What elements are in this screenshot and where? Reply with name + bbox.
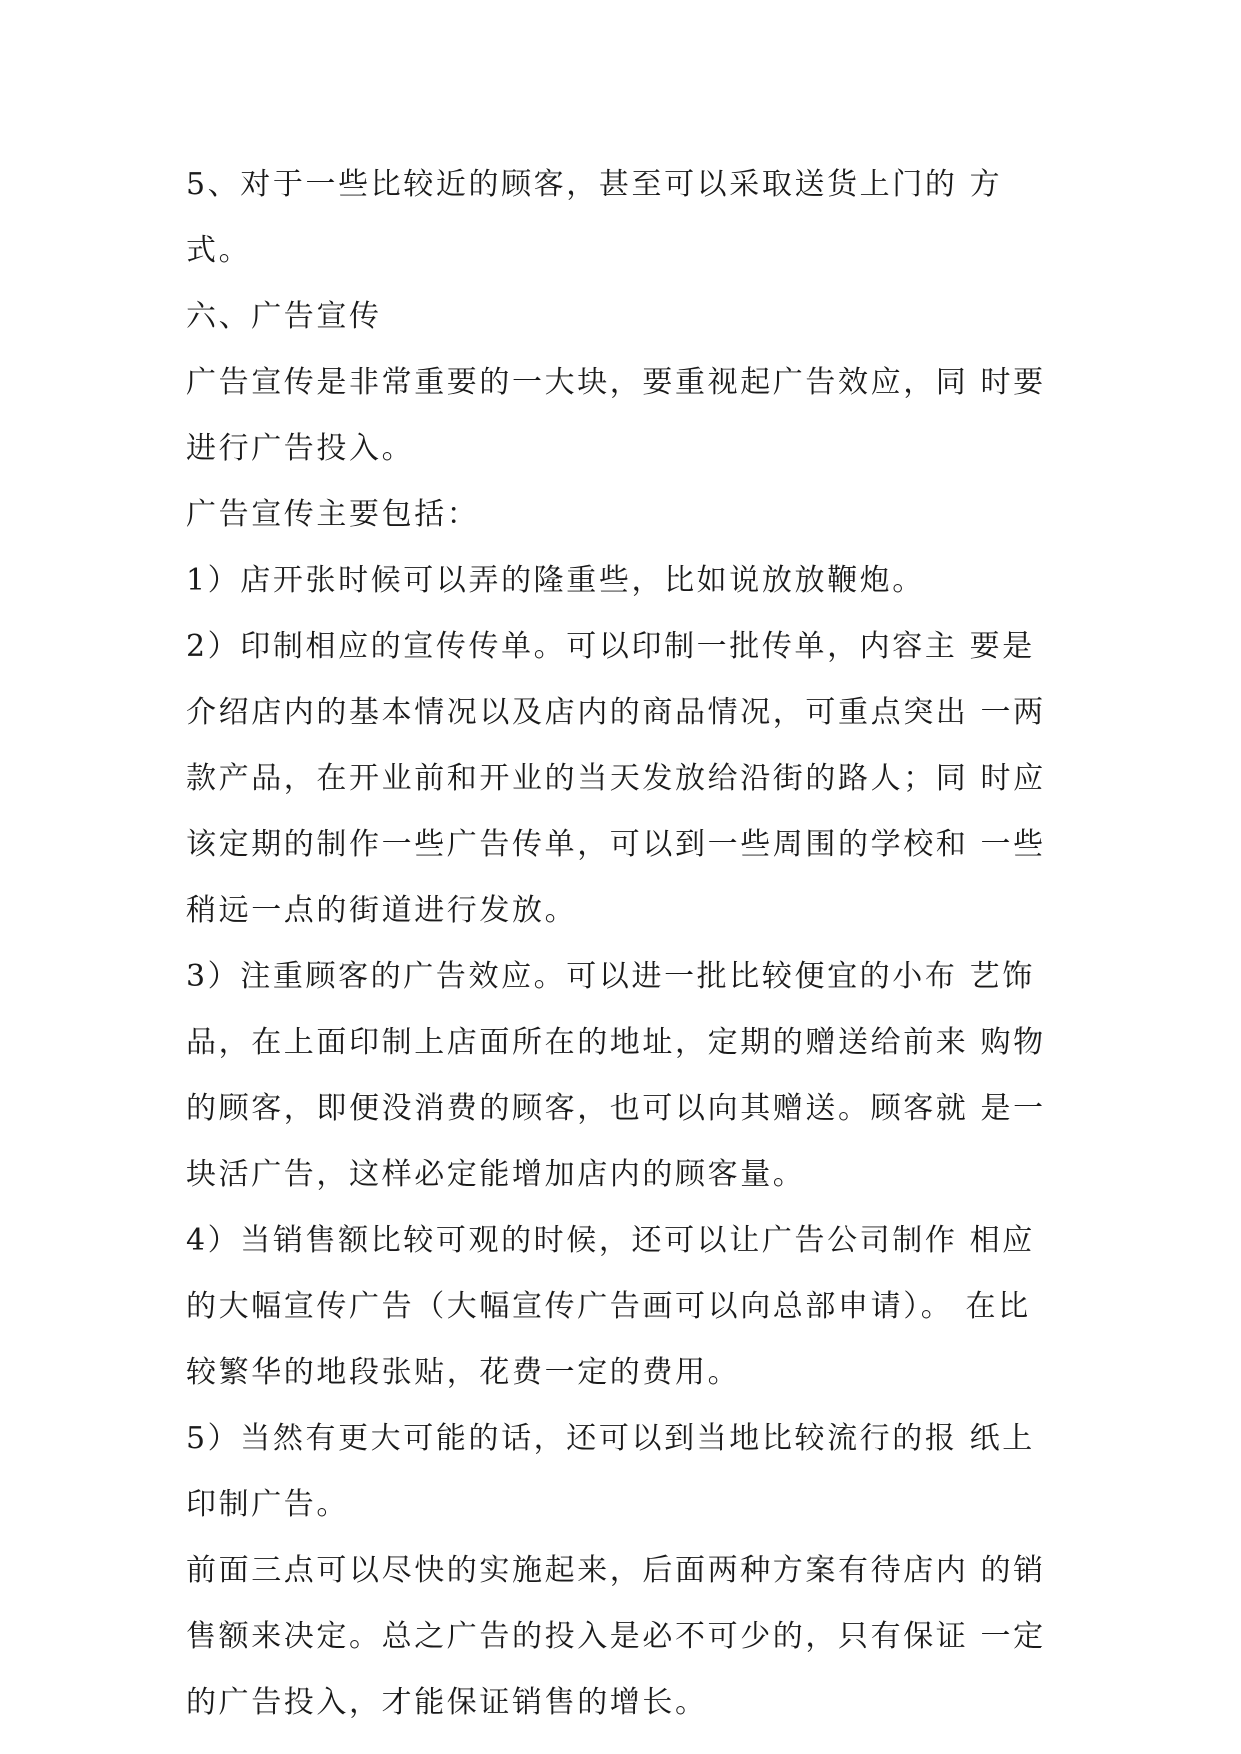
list-item-4 xyxy=(186,1208,1062,1406)
paragraph-advertising-includes xyxy=(186,482,1062,548)
list-item-2 xyxy=(186,614,1062,944)
text-line: 前面三点可以尽快的实施起来，后面两种方案有待店内 xyxy=(186,1553,969,1588)
text-line: 的销售额来决定。总之广告的投入是必不可少的，只有保证 xyxy=(186,1553,1046,1654)
text-line: 4）当销售额比较可观的时候，还可以让广告公司制作 xyxy=(186,1223,958,1258)
text-line: 是一块活广告，这样必定能增加店内的顾客量。 xyxy=(186,1091,1046,1192)
text-line: 广告宣传主要包括： xyxy=(186,497,480,532)
text-line: 3）注重顾客的广告效应。可以进一批比较便宜的小布 xyxy=(186,959,958,994)
text-line: 时要进行广告投入。 xyxy=(186,365,1046,466)
text-line: 一些稍远一点的街道进行发放。 xyxy=(186,827,1046,928)
text-line: 一两款产品，在开业前和开业的当天发放给沿街的路人；同 xyxy=(186,695,1046,796)
text-line: 在比较繁华的地段张贴，花费一定的费用。 xyxy=(186,1289,1031,1390)
text-line: 要是介绍店内的基本情况以及店内的商品情况，可重点突出 xyxy=(186,629,1035,730)
text-line: 广告宣传是非常重要的一大块，要重视起广告效应，同 xyxy=(186,365,969,400)
paragraph-conclusion xyxy=(186,1538,1062,1736)
paragraph-advertising-importance xyxy=(186,350,1062,482)
section-heading-advertising xyxy=(186,284,1062,350)
text-line: 相应的大幅宣传广告（大幅宣传广告画可以向总部申请）。 xyxy=(186,1223,1035,1324)
text-line: 艺饰品，在上面印制上店面所在的地址，定期的赠送给前来 xyxy=(186,959,1035,1060)
text-line: 方式。 xyxy=(186,167,1003,268)
text-line: 2）印制相应的宣传传单。可以印制一批传单，内容主 xyxy=(186,629,958,664)
paragraph-delivery-service xyxy=(186,152,1062,284)
section-heading: 六、广告宣传 xyxy=(186,299,382,334)
text-line: 购物的顾客，即便没消费的顾客，也可以向其赠送。顾客就 xyxy=(186,1025,1046,1126)
list-item-1 xyxy=(186,548,1062,614)
list-item-3 xyxy=(186,944,1062,1208)
list-item-5 xyxy=(186,1406,1062,1538)
text-line: 5）当然有更大可能的话，还可以到当地比较流行的报 xyxy=(186,1421,958,1456)
text-line: 纸上印制广告。 xyxy=(186,1421,1035,1522)
text-line: 一定的广告投入，才能保证销售的增长。 xyxy=(186,1619,1046,1720)
document-body xyxy=(186,152,1062,1736)
text-line: 时应该定期的制作一些广告传单，可以到一些周围的学校和 xyxy=(186,761,1046,862)
text-line: 5、对于一些比较近的顾客，甚至可以采取送货上门的 xyxy=(186,167,958,202)
text-line: 1）店开张时候可以弄的隆重些，比如说放放鞭炮。 xyxy=(186,563,925,598)
